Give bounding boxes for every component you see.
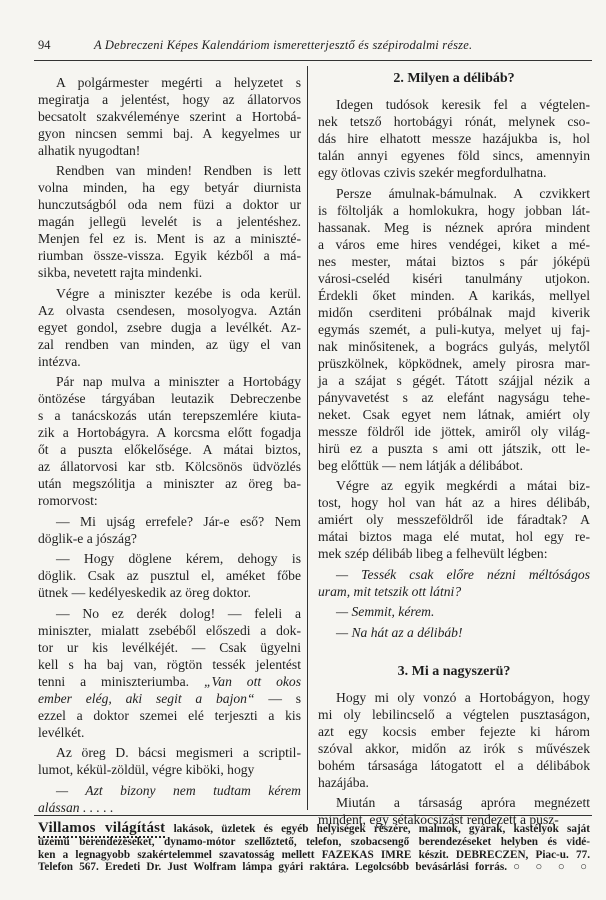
section-heading: 2. Milyen a délibáb? bbox=[393, 71, 515, 86]
text-line: beg előttük — nem látják a délibábot. bbox=[318, 457, 523, 473]
paragraph bbox=[38, 74, 301, 159]
text-line bbox=[38, 690, 301, 707]
text-line: A polgármester megérti a helyzetet s bbox=[56, 74, 301, 90]
text-line: nak minősitenek, a bogrács gulyás, melytől bbox=[318, 338, 590, 354]
text-line: becsatolt szakvéleménye szerint a Hortobá- bbox=[38, 108, 301, 124]
text-line: mek szép délibáb libeg a felhevült légben: bbox=[318, 546, 548, 561]
text-line: után megszólitja a miniszter az öreg ba- bbox=[38, 476, 301, 491]
paragraph bbox=[38, 513, 301, 547]
text-line: az állatorvosi kar stb. Kölcsönös üdvözlés bbox=[38, 459, 301, 474]
text-line: nek tetsző hortobágyi rónát, melynek cso- bbox=[318, 114, 590, 129]
paragraph bbox=[38, 373, 301, 509]
ornament-circles: ○ ○ ○ ○ bbox=[513, 861, 591, 874]
text-line: városi-cseléd kiséri tanulmány utjokon. bbox=[318, 270, 590, 286]
text-line: dás hire elhatott messze hazájukba is, hol bbox=[318, 131, 590, 146]
text-line: ütnek — kedélyeskedik az öreg doktor. bbox=[38, 585, 251, 600]
ad-line-2: üzemű berendezéseket, dynamo-mótor szellőztető, telefon, szobacsengő berendezéseket helyben és vidé- bbox=[38, 835, 590, 848]
text-line: Pár nap mulva a miniszter a Hortobágy bbox=[56, 374, 301, 389]
text-line: döglik-e a jószág? bbox=[38, 530, 137, 546]
text-line: alássan . . . . . bbox=[38, 799, 114, 815]
ad-text: lakások, üzletek és egyéb helyiségek részére, malmok, gyárak, kastélyok saját bbox=[173, 823, 591, 835]
text-line: — Hogy döglene kérem, dehogy is bbox=[56, 551, 301, 566]
text-line: Rendben van minden! Rendben is lett bbox=[56, 163, 301, 178]
text-line: szóval akkor, midőn az irók s művészek bbox=[318, 740, 590, 756]
paragraph bbox=[38, 605, 301, 741]
text-line: romorvost: bbox=[38, 493, 98, 508]
text-line: Érdekli őket minden. A karikás, mellyel bbox=[318, 287, 590, 303]
text-line: hazájába. bbox=[318, 774, 369, 790]
text-line: uram, mit tetszik ott látni? bbox=[318, 583, 462, 599]
text-line: hassanak. Meg is néznek apróra mindent bbox=[318, 219, 590, 235]
text-line: egymás szemét, a puli-kutya, melyet uj faj- bbox=[318, 321, 590, 337]
text-line: prüszkölnek, köpködnek, amely pirosra mar- bbox=[318, 355, 590, 371]
text-line: tost, hogy hol van hát az a hires délibáb, bbox=[318, 495, 590, 510]
text-line: Végre a miniszter kezébe is oda kerül. bbox=[56, 285, 301, 301]
text-line: — Mi ujság errefele? Jár-e eső? Nem bbox=[56, 513, 301, 529]
paragraph bbox=[38, 782, 301, 816]
text-line: intézva. bbox=[38, 353, 81, 369]
text-segment: „Van ott okos bbox=[203, 673, 301, 689]
text-line: Menjen fel ez is. Ment is az a miniszté- bbox=[38, 231, 301, 246]
text-line: lumot, kékül-zöldül, végre kiböki, hogy bbox=[38, 762, 255, 777]
text-line: magán jellegü levelét is a jelentéshez. bbox=[38, 214, 301, 229]
text-line: — Na hát az a délibáb! bbox=[336, 624, 463, 640]
text-line: mátai biztos maga elé mutat, hol egy re- bbox=[318, 529, 590, 544]
text-line: hunczutságból oda nem füzi a doktor ur bbox=[38, 197, 301, 212]
page-number: 94 bbox=[38, 38, 51, 52]
text-line: hirü ez a puszta s ami ott játszik, ott le- bbox=[318, 440, 590, 456]
paragraph bbox=[318, 477, 590, 562]
text-line: Az olvasta csendesen, mosolyogva. Aztán bbox=[38, 302, 301, 318]
ad-line-3: ken a legnagyobb szakértelemmel szavatosság mellett FAZEKAS IMRE készit. DEBRECZEN, Piac-u. 77. bbox=[38, 848, 590, 861]
paragraph bbox=[38, 744, 301, 778]
footer-rule bbox=[34, 815, 592, 816]
text-line: midőn cserditeni próbálnak majd kiverik bbox=[318, 304, 590, 320]
ad-line-4 bbox=[38, 861, 590, 874]
text-line: döglik. Csak az pusztul el, améket főbe bbox=[38, 568, 301, 583]
dialogue-paragraph bbox=[318, 566, 590, 600]
text-line: bohém társasága látogatott el a délibábok bbox=[318, 757, 590, 773]
ad-text: Telefon 567. Eredeti Dr. Just Wolfram lámpa gyári raktára. Legolcsóbb bevásárlási forrás. bbox=[38, 861, 507, 874]
text-line: megiratja a jelentést, hogy az állatorvos bbox=[38, 91, 301, 107]
text-line: öntözése tárgyában leutazik Debreczenbe bbox=[38, 391, 301, 406]
text-line: miniszter, mialatt zsebéből előszedi a dok- bbox=[38, 622, 301, 638]
text-line: — No ez derék dolog! — feleli a bbox=[56, 605, 301, 621]
text-line: mindent, egy sétakocsizást rendezett a pusz- bbox=[318, 812, 559, 827]
text-line: kell s ha baj van, rögtön tessék jelentést bbox=[38, 656, 301, 672]
text-line: mi oly lebilincselő a végtelen pusztaságon, bbox=[318, 706, 590, 722]
text-line: amiért oly messzeföldről ide fáradtak? A bbox=[318, 512, 590, 527]
paragraph bbox=[318, 689, 590, 791]
paragraph bbox=[318, 96, 590, 181]
right-column bbox=[318, 70, 590, 828]
text-line: ezzel a doktor szemei elé terjeszti a kis bbox=[38, 707, 301, 723]
text-line: nes mester, mátai biztos s pár jóképü bbox=[318, 253, 590, 269]
text-line: tor ur kis levélkéjét. — Csak ügyelni bbox=[38, 639, 301, 655]
text-line: sikba, nevetett rajta mindenki. bbox=[38, 265, 203, 280]
text-line: is föltolják a homlokukra, hogy jobban lát- bbox=[318, 202, 590, 218]
ad-headline: Villamos világítást bbox=[38, 820, 166, 836]
text-line: egyet gondol, zsebre dugja a levélkét. Az- bbox=[38, 319, 301, 335]
paragraph bbox=[318, 185, 590, 474]
text-line: zik a Hortobágyra. A korcsma előtt fogadja bbox=[38, 425, 301, 440]
dialogue-paragraph bbox=[318, 603, 590, 620]
text-line: Végre az egyik megkérdi a mátai biz- bbox=[336, 478, 590, 493]
section-heading: 3. Mi a nagyszerü? bbox=[397, 663, 511, 679]
text-line: messze földről ide jöttek, amiről oly világ- bbox=[318, 423, 590, 439]
text-line: Az öreg D. bácsi megismeri a scriptil- bbox=[56, 745, 301, 760]
text-line: s a tanácskozás után terepszemlére kiuta- bbox=[38, 408, 301, 423]
running-title: A Debreczeni Képes Kalendáriom ismeretterjesztő és szépirodalmi része. bbox=[94, 38, 473, 52]
text-line: pányvavetést s az elefánt nagyságu tehe- bbox=[318, 389, 590, 405]
text-line: egy ötlovas czivis szekér megfordulhatna. bbox=[318, 165, 547, 180]
text-line: levélkét. bbox=[38, 724, 85, 740]
text-line: azt egy kocsis ember fejezte ki három bbox=[318, 723, 590, 739]
text-line: alhatik nyugodtan! bbox=[38, 142, 141, 158]
paragraph bbox=[38, 162, 301, 281]
text-line: talán annyi egyenes föld sincs, amennyin bbox=[318, 148, 590, 163]
dialogue-paragraph bbox=[318, 624, 590, 641]
text-line: Idegen tudósok keresik fel a végtelen- bbox=[336, 97, 590, 112]
text-line: — Azt bizony nem tudtam kérem bbox=[56, 782, 301, 798]
text-segment: ember elég, aki segit a bajon“ bbox=[38, 690, 255, 706]
header-rule bbox=[34, 60, 592, 61]
left-column bbox=[38, 70, 301, 816]
text-line: a város eme hires vendégei, kiket a mé- bbox=[318, 236, 590, 252]
text-line: zal rendben van minden, az ügy el van bbox=[38, 336, 301, 352]
text-segment: — s bbox=[254, 690, 301, 706]
paragraph bbox=[38, 285, 301, 370]
text-line: — Tessék csak előre nézni méltóságos bbox=[336, 566, 590, 582]
text-line: volna minden, ha egy betyár diurnista bbox=[38, 180, 301, 195]
text-line: neket. Csak egyet nem látnak, amiért oly bbox=[318, 406, 590, 422]
text-segment: tenni a miniszteriumba. bbox=[38, 673, 204, 689]
text-line: ja a szájat s gégét. Tátott szájjal nézik a bbox=[318, 372, 590, 388]
text-line bbox=[38, 673, 301, 690]
advertisement bbox=[38, 822, 590, 874]
text-line: Miután a társaság apróra megnézett bbox=[336, 795, 590, 810]
text-line: Persze ámulnak-bámulnak. A czvikkert bbox=[336, 185, 590, 201]
text-line: őt a puszta előkelősége. A mátai biztos, bbox=[38, 442, 301, 457]
text-line: Hogy mi oly vonzó a Hortobágyon, hogy bbox=[336, 689, 590, 705]
paragraph bbox=[38, 550, 301, 601]
text-line: riumban össze-vissza. Egyik kézből a má- bbox=[38, 248, 301, 263]
text-line: gyon nincsen semmi baj. A kegyelmes ur bbox=[38, 125, 301, 141]
ad-line-1 bbox=[38, 822, 590, 836]
text-line: — Semmit, kérem. bbox=[336, 604, 435, 619]
column-divider bbox=[307, 66, 308, 810]
